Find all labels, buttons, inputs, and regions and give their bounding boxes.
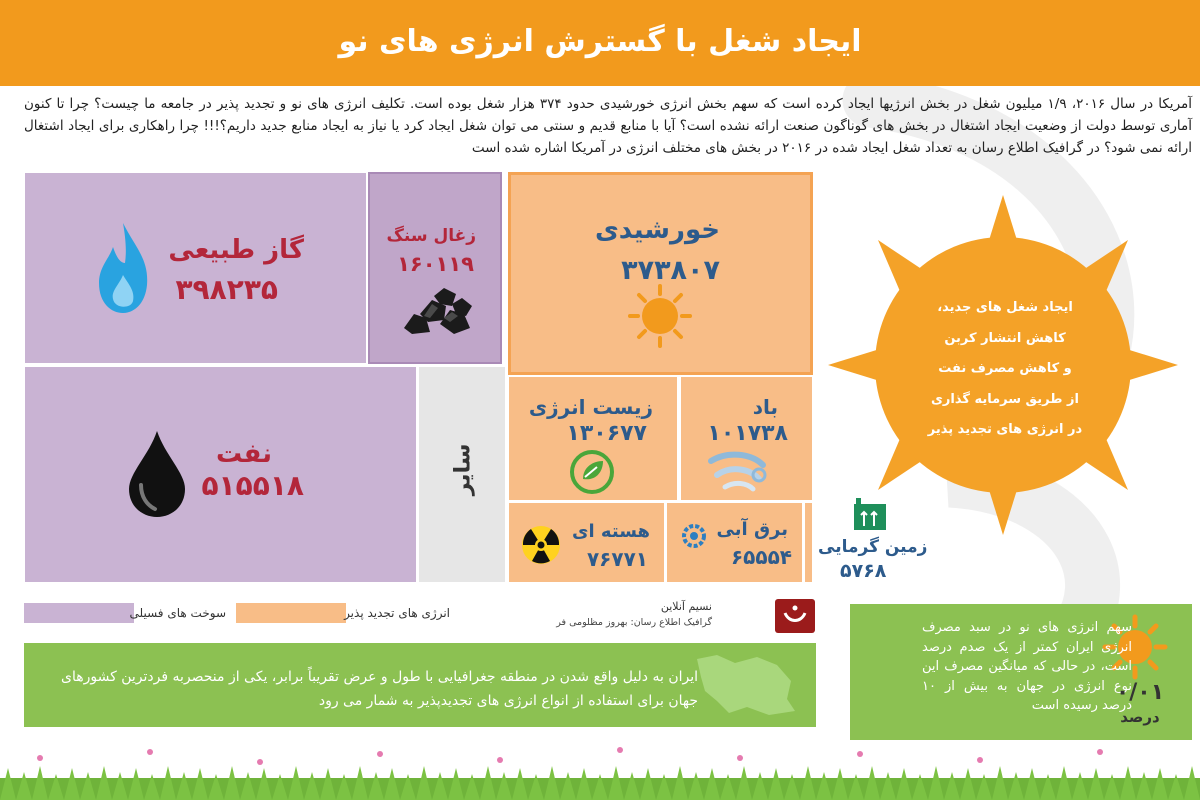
hydro-value: ۶۵۵۵۴ — [730, 545, 792, 569]
wind-label: باد — [752, 395, 778, 419]
sun-line-2: کاهش انتشار کربن — [944, 330, 1066, 346]
legend-renew-label: انرژی های تجدید پذیر — [344, 606, 450, 620]
geothermal-label: زمین گرمایی — [818, 537, 928, 557]
gas-flame-icon — [95, 219, 151, 315]
gas-label: گاز طبیعی — [168, 235, 304, 265]
hydro-icon — [681, 523, 707, 549]
other-label: سایر — [450, 443, 476, 496]
tile-coal — [368, 172, 502, 364]
bio-energy-icon — [569, 449, 615, 495]
tile-other — [418, 366, 506, 583]
oil-label: نفت — [216, 439, 272, 469]
tile-bio-energy — [508, 376, 678, 501]
legend-fossil-label: سوخت های فسیلی — [129, 606, 226, 620]
grass-footer — [0, 738, 1200, 800]
bio-value: ۱۳۰۶۷۷ — [566, 421, 647, 446]
oil-drop-icon — [125, 429, 189, 519]
sun-line-4: از طریق سرمایه گذاری — [931, 391, 1079, 407]
publisher-logo — [775, 599, 815, 633]
tile-solar — [508, 172, 813, 375]
tile-geothermal — [804, 502, 813, 583]
intro-paragraph: آمریکا در سال ۲۰۱۶، ۱/۹ میلیون شغل در بخش انرژیها ایجاد کرده است که سهم بخش انرژی خورشیدی حدود ۳۷۴ هزار شغل بوده است. تکلیف انرژی های نو و تجدید پذیر در جامعه ما چیست؟ چرا تا کنون آماری توسط دولت از وضعیت ایجاد اشتغال در بخش های گوناگون صنعت ارائه نشده است؟ آیا با منابع قدیم و سنتی می توان شغل ایجاد کرد یا نیاز به ایجاد منابع جدید داریم؟!!! چرا راهکاری برای ایجاد اشتغال ارائه نمی شود؟ در گرافیک اطلاع رسان به تعداد شغل ایجاد شده در ۲۰۱۶ در بخش های مختلف انرژی در آمریکا اشاره شده است — [24, 96, 1192, 156]
tile-oil — [24, 366, 417, 583]
solar-label: خورشیدی — [594, 215, 720, 245]
hydro-label: برق آبی — [716, 519, 788, 540]
coal-label: زغال سنگ — [386, 226, 476, 246]
nuclear-value: ۷۶۷۷۱ — [586, 547, 648, 571]
sun-message — [918, 293, 1092, 446]
nuclear-icon — [521, 525, 561, 565]
wind-value: ۱۰۱۷۳۸ — [707, 421, 788, 446]
solar-value: ۳۷۳۸۰۷ — [621, 255, 720, 286]
publisher-logo-mark — [775, 599, 815, 633]
sun-icon — [627, 283, 693, 349]
iran-note-text: ایران به دلیل واقع شدن در منطقه جغرافیایی با طول و عرض تقریباً برابر، یکی از منحصربه فردترین کشورهای جهان برای استفاده از انواع انرژی های تجدیدپذیر به شمار می رود — [61, 669, 698, 709]
geothermal-value: ۵۷۶۸ — [840, 560, 887, 582]
legend-fossil-swatch — [24, 603, 134, 623]
credit-designer: گرافیک اطلاع رسان: بهروز مظلومی فر — [556, 617, 712, 628]
nuclear-label: هسته ای — [572, 521, 650, 542]
page-title: ایجاد شغل با گسترش انرژی های نو — [338, 24, 862, 59]
share-unit: درصد — [1120, 708, 1160, 726]
wind-icon — [707, 447, 771, 495]
credit-source: نسیم آنلاین — [660, 600, 712, 613]
coal-icon — [400, 284, 476, 336]
header-bar — [0, 0, 1200, 86]
sun-line-1: ایجاد شغل های جدید، — [937, 300, 1073, 315]
iran-map-icon — [687, 651, 802, 721]
sun-line-3: و کاهش مصرف نفت — [938, 361, 1072, 376]
sun-line-5: در انرژی های تجدید پذیر — [927, 422, 1083, 437]
share-value: ۰/۰۱ — [1115, 680, 1165, 705]
tile-nuclear — [508, 502, 665, 583]
share-text: سهم انرژی های نو در سبد مصرف انرژی ایران کمتر از یک صدم درصد است، در حالی که میانگین مصرف این نوع انرژی در جهان به بیش از ۱۰ درصد رسیده است — [922, 620, 1132, 713]
iran-note-box — [24, 643, 816, 727]
tile-hydro — [666, 502, 803, 583]
coal-value: ۱۶۰۱۱۹ — [397, 252, 474, 276]
tile-natural-gas — [24, 172, 367, 364]
legend-renew-swatch — [236, 603, 346, 623]
share-box — [850, 604, 1192, 740]
tile-wind — [680, 376, 813, 501]
oil-value: ۵۱۵۵۱۸ — [201, 469, 304, 502]
gas-value: ۳۹۸۲۳۵ — [175, 273, 278, 306]
bio-label: زیست انرژی — [528, 395, 653, 419]
